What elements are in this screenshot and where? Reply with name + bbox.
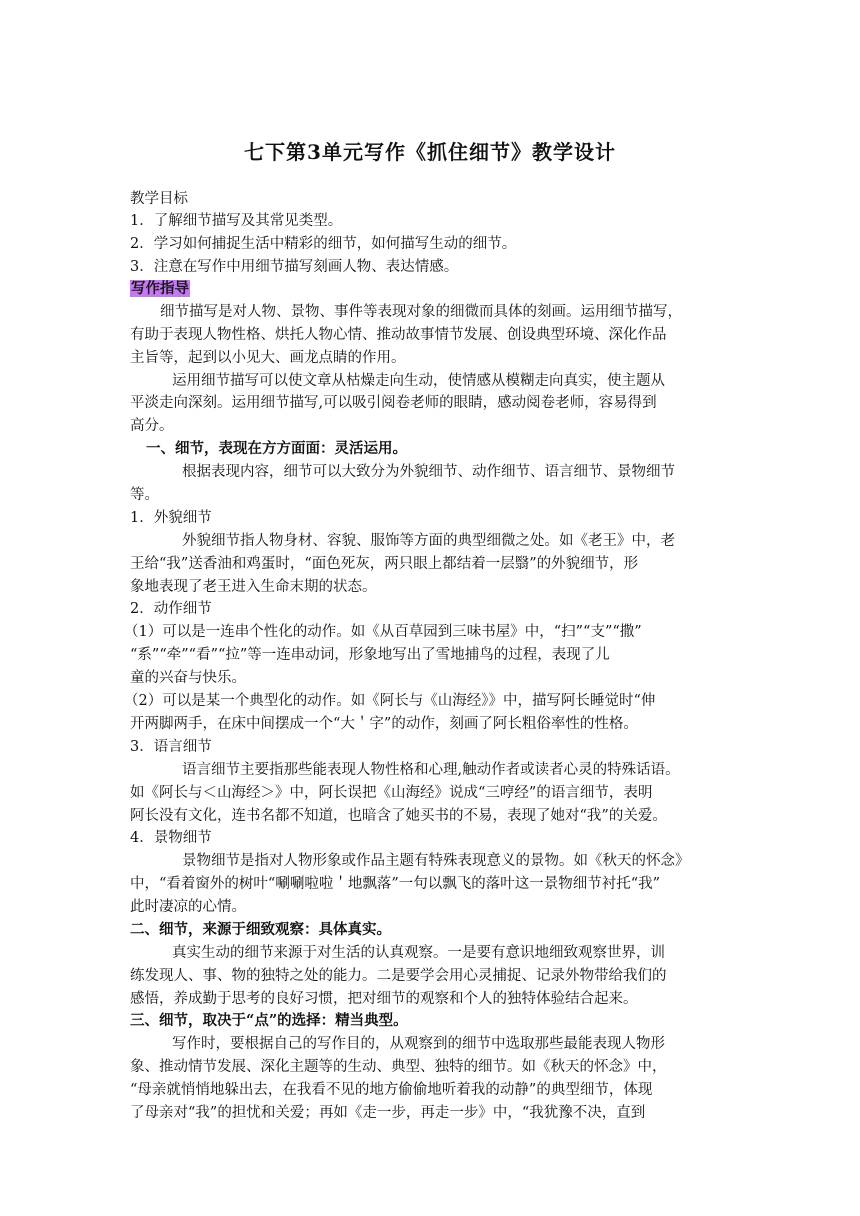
subheading-language: 3．语言细节 xyxy=(130,739,212,755)
paragraph-line: 高分。 xyxy=(130,418,174,434)
subheading-appearance: 1．外貌细节 xyxy=(130,510,212,526)
paragraph-line: （1）可以是一连串个性化的动作。如《从百草园到三味书屋》中，“扫”“支”“撒” xyxy=(124,624,642,640)
paragraph-line: 写作时，要根据自己的写作目的，从观察到的细节中选取那些最能表现人物形 xyxy=(172,1036,665,1052)
paragraph-line: 王给“我”送香油和鸡蛋时，“面色死灰，两只眼上都结着一层翳”的外貌细节，形 xyxy=(130,556,639,572)
paragraph-line: 了母亲对“我”的担忧和关爱；再如《走一步，再走一步》中，“我犹豫不决，直到 xyxy=(130,1105,646,1121)
paragraph-line: 感悟，养成勤于思考的良好习惯，把对细节的观察和个人的独特体验结合起来。 xyxy=(130,991,638,1007)
section-heading-3: 三、细节，取决于“点”的选择：精当典型。 xyxy=(130,1012,408,1029)
document-title: 七下第3单元写作《抓住细节》教学设计 xyxy=(244,140,616,164)
paragraph-line: 景物细节是指对人物形象或作品主题有特殊表现意义的景物。如《秋天的怀念》 xyxy=(182,853,690,869)
paragraph-line: 象、推动情节发展、深化主题等的生动、典型、独特的细节。如《秋天的怀念》中， xyxy=(130,1059,667,1075)
paragraph-line: 象地表现了老王进入生命末期的状态。 xyxy=(130,579,377,595)
objective-1: 1．了解细节描写及其常见类型。 xyxy=(130,213,343,229)
paragraph-line: 此时凄凉的心情。 xyxy=(130,899,246,915)
section-label-objectives: 教学目标 xyxy=(130,191,188,207)
objective-2: 2．学习如何捕捉生活中精彩的细节，如何描写生动的细节。 xyxy=(130,236,517,252)
paragraph-line: “系”“牵”“看”“拉”等一连串动词，形象地写出了雪地捕鸟的过程，表现了儿 xyxy=(130,647,610,663)
section-heading-2: 二、细节，来源于细致观察：具体真实。 xyxy=(130,921,391,938)
paragraph-line: 主旨等，起到以小见大、画龙点睛的作用。 xyxy=(130,350,406,366)
paragraph-line: 运用细节描写可以使文章从枯燥走向生动，使情感从模糊走向真实，使主题从 xyxy=(172,373,665,389)
paragraph-line: （2）可以是某一个典型化的动作。如《阿长与《山海经》》中，描写阿长睡觉时“伸 xyxy=(124,693,656,709)
highlight-label: 写作指导 xyxy=(131,280,189,297)
paragraph-line: 细节描写是对人物、景物、事件等表现对象的细微而具体的刻画。运用细节描写， xyxy=(160,304,682,320)
paragraph-line: 中，“看着窗外的树叶“唰唰啦啦＇地飘落”一句以飘飞的落叶这一景物细节衬托“我” xyxy=(130,876,661,892)
paragraph-line: 如《阿长与＜山海经＞》中，阿长误把《山海经》说成“三哼经”的语言细节，表明 xyxy=(130,785,653,801)
paragraph-line: 阿长没有文化，连书名都不知道，也暗含了她买书的不易，表现了她对“我”的关爱。 xyxy=(130,808,667,824)
paragraph-line: 根据表现内容，细节可以大致分为外貌细节、动作细节、语言细节、景物细节 xyxy=(182,464,675,480)
paragraph-line: 开两脚两手，在床中间摆成一个“大＇字”的动作，刻画了阿长粗俗率性的性格。 xyxy=(130,716,638,732)
subheading-scenery: 4．景物细节 xyxy=(130,830,212,846)
objective-3: 3．注意在写作中用细节描写刻画人物、表达情感。 xyxy=(130,259,459,275)
paragraph-line: 真实生动的细节来源于对生活的认真观察。一是要有意识地细致观察世界，训 xyxy=(172,945,665,961)
section-heading-1: 一、细节，表现在方方面面：灵活运用。 xyxy=(146,440,407,457)
paragraph-line: 等。 xyxy=(130,487,159,503)
writing-guide-heading xyxy=(130,278,190,300)
paragraph-line: 语言细节主要指那些能表现人物性格和心理,触动作者或读者心灵的特殊话语。 xyxy=(182,762,680,778)
paragraph-line: 有助于表现人物性格、烘托人物心情、推动故事情节发展、创设典型环境、深化作品 xyxy=(130,327,667,343)
paragraph-line: 练发现人、事、物的独特之处的能力。二是要学会用心灵捕捉、记录外物带给我们的 xyxy=(130,968,667,984)
paragraph-line: 平淡走向深刻。运用细节描写,可以吸引阅卷老师的眼睛，感动阅卷老师，容易得到 xyxy=(130,395,657,411)
paragraph-line: 童的兴奋与快乐。 xyxy=(130,670,246,686)
paragraph-line: “母亲就悄悄地躲出去，在我看不见的地方偷偷地听着我的动静”的典型细节，体现 xyxy=(130,1082,653,1098)
paragraph-line: 外貌细节指人物身材、容貌、服饰等方面的典型细微之处。如《老王》中，老 xyxy=(182,533,675,549)
subheading-action: 2．动作细节 xyxy=(130,601,212,617)
